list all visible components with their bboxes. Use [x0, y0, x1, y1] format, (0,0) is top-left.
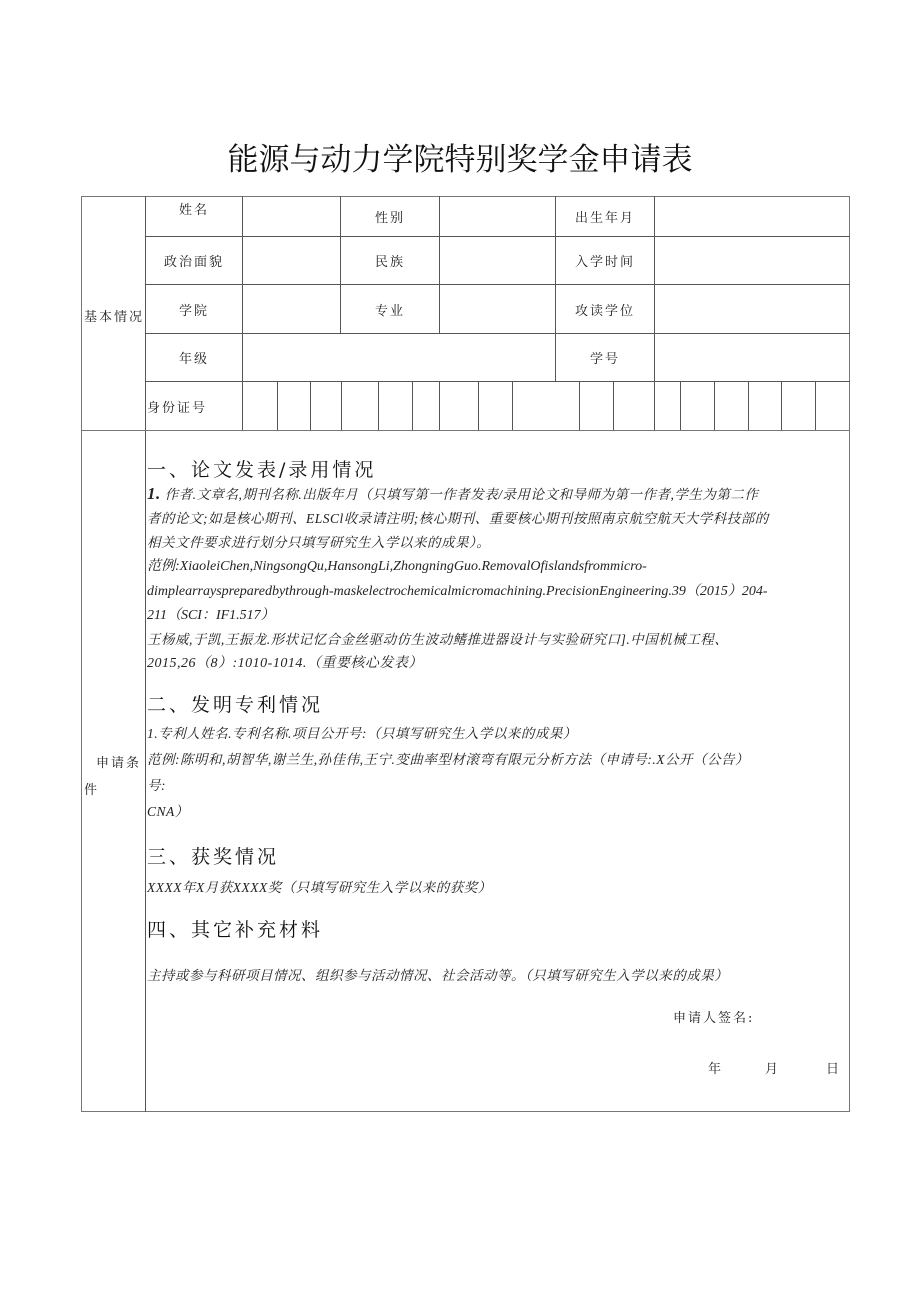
degree-label: 攻读学位	[574, 303, 635, 319]
college-label: 学院	[178, 303, 209, 319]
signature-field[interactable]	[770, 1000, 845, 1030]
date-year-label: 年	[708, 1062, 724, 1077]
page-title: 能源与动力学院特别奖学金申请表	[227, 142, 693, 178]
college-field[interactable]	[243, 285, 340, 333]
ethnicity-label: 民族	[374, 255, 405, 270]
id-number-field[interactable]	[243, 382, 850, 430]
student-id-field[interactable]	[655, 334, 850, 381]
section-separator	[81, 430, 850, 431]
conditions-label-line2: 件	[84, 783, 100, 798]
signature-label: 申请人签名:	[673, 1011, 755, 1026]
birth-field[interactable]	[655, 197, 850, 236]
student-id-label: 学号	[589, 352, 620, 367]
major-field[interactable]	[440, 285, 555, 333]
date-day-label: 日	[826, 1062, 842, 1077]
patents-heading: 二、发明专利情况	[147, 694, 324, 716]
degree-field[interactable]	[655, 285, 850, 333]
papers-example-5: 2015,26（8）:1010-1014.（重要核心发表）	[147, 656, 423, 671]
ethnicity-field[interactable]	[440, 237, 555, 284]
papers-instruction-num: 1.	[147, 484, 161, 503]
grade-field[interactable]	[243, 334, 555, 381]
patents-example-2: 号:	[147, 778, 166, 793]
gender-field[interactable]	[440, 197, 555, 236]
papers-instruction-3: 相关文件要求进行划分只填写研究生入学以来的成果）。	[147, 535, 491, 550]
id-number-label: 身份证号	[147, 400, 208, 416]
papers-example-4: 王杨威,于凯,王振龙.形状记忆合金丝驱动仿生波动鳍推进器设计与实验研究口].中国机械工程、	[147, 632, 729, 647]
papers-example-2: dimplearrayspreparedbythrough-maskelectrochemicalmicromachining.PrecisionEngineering.39（2015）204-	[147, 584, 768, 599]
enrollment-label: 入学时间	[574, 255, 635, 270]
political-field[interactable]	[243, 237, 340, 284]
patents-example-3: CNA）	[147, 804, 189, 819]
enrollment-field[interactable]	[655, 237, 850, 284]
papers-instruction-1	[147, 482, 758, 507]
papers-instruction-2: 者的论文;如是核心期刊、ELSCl收录请注明;核心期刊、重要核心期刊按照南京航空航天大学科技部的	[147, 511, 769, 526]
other-instruction: 主持或参与科研项目情况、组织参与活动情况、社会活动等。（只填写研究生入学以来的成果）	[147, 968, 729, 983]
papers-heading: 一、论文发表/录用情况	[147, 459, 377, 481]
political-label: 政治面貌	[163, 255, 224, 270]
patents-example-1: 范例:陈明和,胡智华,谢兰生,孙佳伟,王宁.变曲率型材滚弯有限元分析方法（申请号:.X公开（公告）	[147, 752, 749, 767]
grade-label: 年级	[178, 352, 209, 367]
date-month-label: 月	[765, 1062, 781, 1077]
papers-example-3: 211（SCI：IF1.517）	[147, 608, 275, 623]
birth-label: 出生年月	[574, 211, 635, 226]
gender-label: 性别	[374, 211, 405, 226]
papers-instruction-text: 作者.文章名,期刊名称.出版年月（只填写第一作者发表/录用论文和导师为第一作者,学生为第二作	[164, 487, 759, 502]
major-label: 专业	[374, 303, 405, 319]
other-heading: 四、其它补充材料	[147, 919, 324, 941]
name-label: 姓名	[178, 202, 209, 218]
conditions-label-line1: 申请条	[96, 756, 142, 771]
papers-example-1: 范例:XiaoleiChen,NingsongQu,HansongLi,ZhongningGuo.RemovalOfislandsfrommicro-	[147, 559, 647, 574]
name-field[interactable]	[243, 197, 340, 236]
awards-instruction: XXXX年X月获XXXX奖（只填写研究生入学以来的获奖）	[147, 880, 492, 895]
awards-heading: 三、获奖情况	[147, 846, 280, 868]
patents-instruction: 1.专利人姓名.专利名称.项目公开号:（只填写研究生入学以来的成果）	[147, 726, 577, 741]
basic-info-label: 基本情况	[84, 310, 145, 325]
